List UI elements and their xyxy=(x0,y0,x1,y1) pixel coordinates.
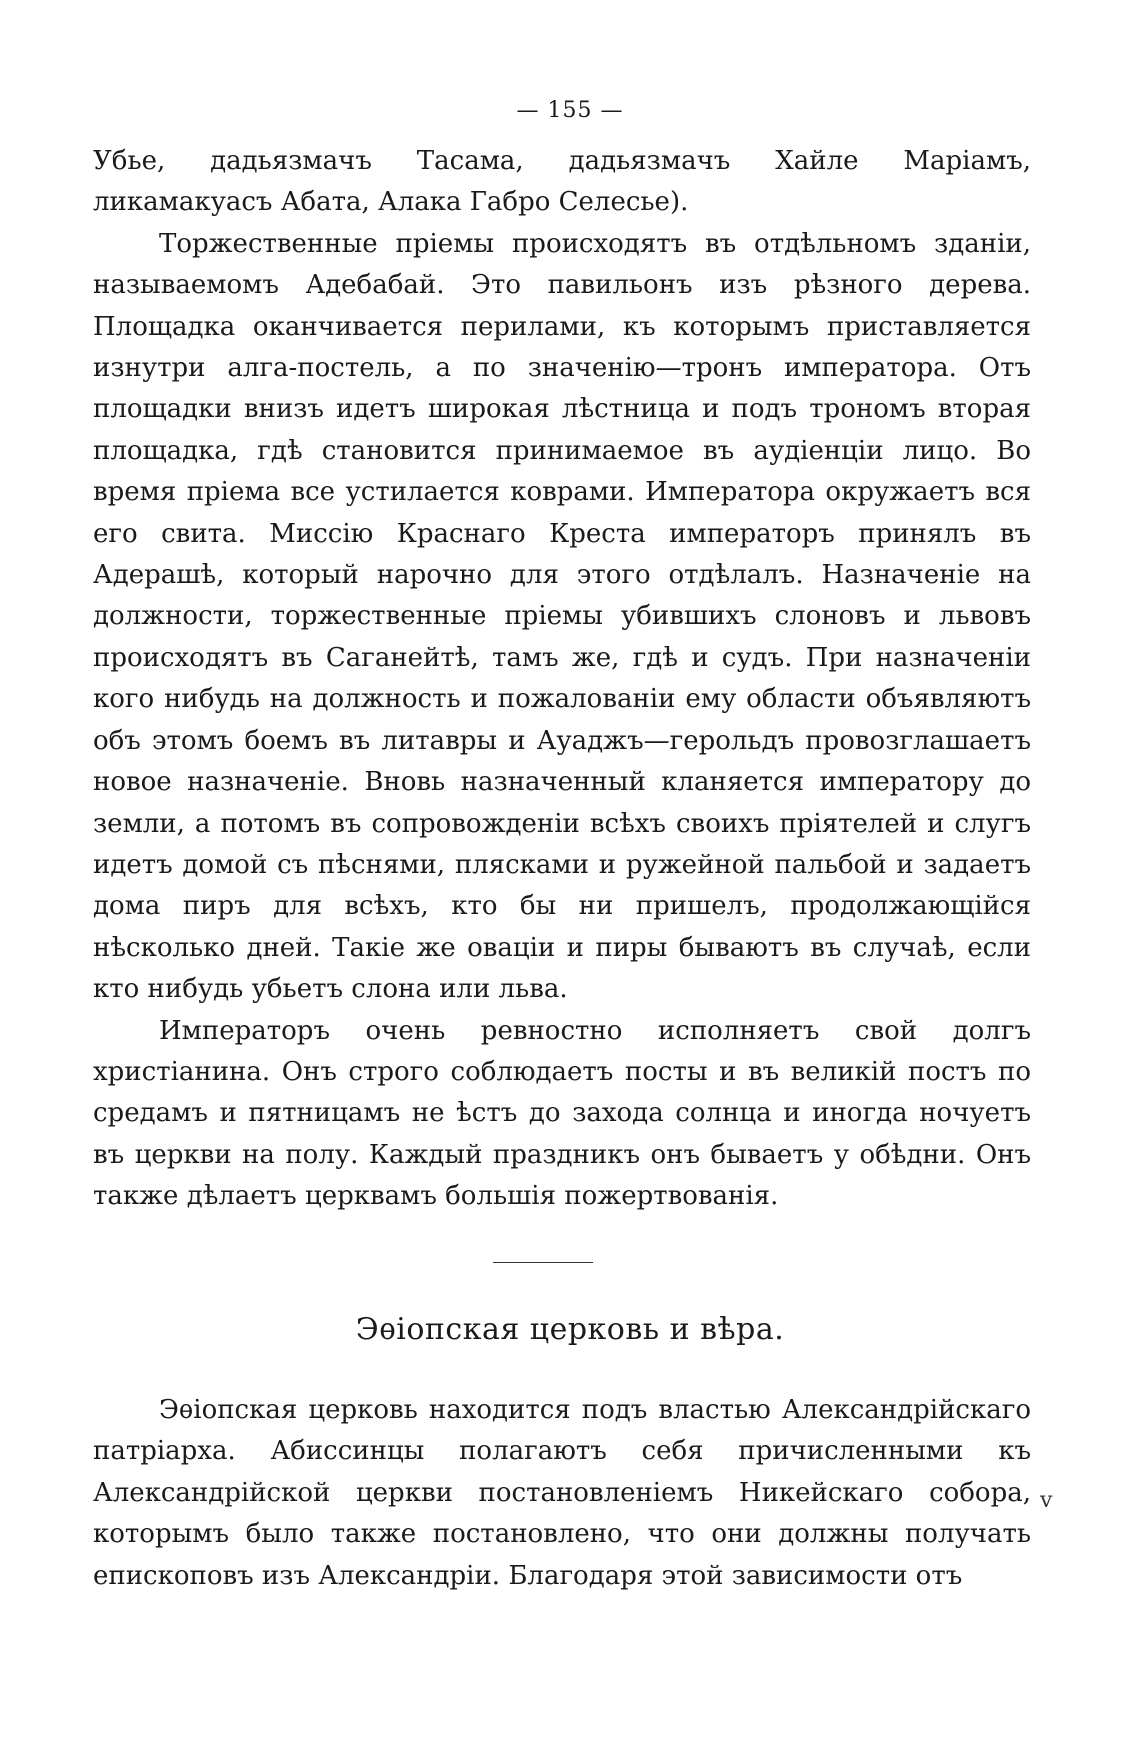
paragraph-church: Эѳіопская церковь находится подъ властью Александрійскаго патріарха. Абиссинцы полагаютъ себя причисленными къ Александрійской церкви постановленіемъ Никейскаго собора, которымъ было также постановлено, что они должны получать епископовъ изъ Александріи. Благодаря этой зависимости отъ xyxy=(93,1395,1031,1591)
section-divider xyxy=(493,1262,593,1263)
paragraph-continuation: Убье, дадьязмачъ Тасама, дадьязмачъ Хайле Маріамъ, ликамакуасъ Абата, Алака Габро Селесье). xyxy=(93,146,1031,218)
section-heading: Эѳіопская церковь и вѣра. xyxy=(355,1312,785,1347)
page-number: — 155 — xyxy=(516,98,624,123)
paragraph-receptions: Торжественные пріемы происходятъ въ отдѣльномъ зданіи, называемомъ Адебабай. Это павильонъ изъ рѣзного дерева. Площадка оканчивается перилами, къ которымъ приставляется изнутри алга-постель, а по значенію—тронъ императора. Отъ площадки внизъ идетъ широкая лѣстница и подъ трономъ вторая площадка, гдѣ становится принимаемое въ аудіенціи лицо. Во время пріема все устилается коврами. Императора окружаетъ вся его свита. Миссію Краснаго Креста императоръ принялъ въ Адерашѣ, который нарочно для этого отдѣлалъ. Назначеніе на должности, торжественные пріемы убившихъ слоновъ и львовъ происходятъ въ Саганейтѣ, тамъ же, гдѣ и судъ. При назначеніи кого нибудь на должность и пожалованіи ему области объявляютъ объ этомъ боемъ въ литавры и Ауаджъ—герольдъ провозглашаетъ новое назначеніе. Вновь назначенный кланяется императору до земли, а потомъ въ сопровожденіи всѣхъ своихъ пріятелей и слугъ идетъ домой съ пѣснями, плясками и ружейной пальбой и задаетъ дома пиръ для всѣхъ, кто бы ни пришелъ, продолжающійся нѣсколько дней. Такіе же оваціи и пиры бываютъ въ случаѣ, если кто нибудь убьетъ слона или льва. xyxy=(93,228,1031,1005)
body-text-top xyxy=(93,141,1031,1218)
paragraph-emperor-faith: Императоръ очень ревностно исполняетъ свой долгъ христіанина. Онъ строго соблюдаетъ посты и въ великій постъ по средамъ и пятницамъ не ѣстъ до захода солнца и иногда ночуетъ въ церкви на полу. Каждый праздникъ онъ бываетъ у обѣдни. Онъ также дѣлаетъ церквамъ большія пожертвованія. xyxy=(93,1015,1031,1212)
margin-check-mark: v xyxy=(1040,1488,1053,1513)
body-text-bottom xyxy=(93,1390,1031,1597)
